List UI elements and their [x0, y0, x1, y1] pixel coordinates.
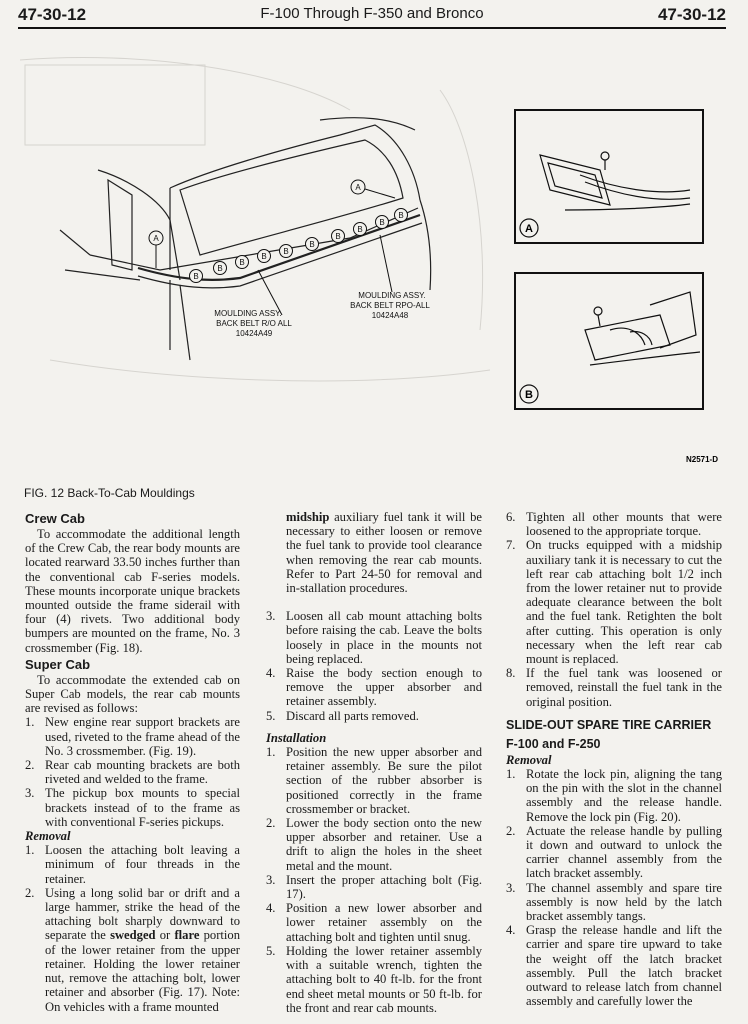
callout-a-right: A — [355, 183, 361, 192]
svg-text:B: B — [239, 258, 245, 267]
list-item: 2. Actuate the release handle by pulling it down and outward to unlock the carrier channel assembly from the latch bracket assembly. — [506, 823, 722, 881]
page-number-left: 47-30-12 — [18, 5, 87, 24]
column-2 — [266, 510, 482, 1015]
svg-text:B: B — [217, 264, 223, 273]
rivet-callout-b — [354, 223, 367, 236]
heading-crew-cab: Crew Cab — [25, 511, 85, 526]
moulding-left-line2: BACK BELT R/O ALL — [216, 319, 292, 328]
moulding-right-line2: BACK BELT RPO-ALL — [350, 301, 430, 310]
page-header — [18, 3, 726, 29]
heading-installation: Installation — [266, 730, 327, 745]
list-item: 1. New engine rear support brackets are used, riveted to the frame ahead of the No. 3 crossmember. (Fig. 19). — [25, 715, 240, 758]
rivet-callout-b — [376, 216, 389, 229]
back-to-cab-moulding-illustration — [20, 30, 728, 470]
moulding-left-line3: 10424A49 — [235, 329, 273, 338]
list-item: 1. Loosen the attaching bolt leaving a minimum of four threads in the retainer. — [25, 843, 240, 886]
continued-note: midship auxiliary fuel tank it will be necessary to either loosen or remove the fuel tank to provide tool clearance when removing the rear cab mounts. Refer to Part 24-50 for removal and in-stallation procedures. — [286, 510, 482, 596]
moulding-left-line1: MOULDING ASSY. — [214, 309, 282, 318]
list-item: 7. On trucks equipped with a midship auxiliary tank it is necessary to cut the left rear cab attaching bolt 1/2 inch from the lower retainer nut to provide adequate clearance between the bolt and the fuel tank. Retighten the bolt after cutting. This operation is only necessary when the left rear cab mount is replaced. — [506, 538, 722, 667]
installation-list-continued — [506, 510, 722, 709]
column-1 — [25, 510, 240, 1014]
list-item: 5. Discard all parts removed. — [266, 708, 419, 723]
list-item: 2. Lower the body section onto the new upper absorber and retainer. Use a drift to align the holes in the sheet metal and the mount. — [266, 816, 482, 873]
svg-text:B: B — [357, 225, 363, 234]
svg-text:B: B — [309, 240, 315, 249]
moulding-right-line1: MOULDING ASSY. — [358, 291, 426, 300]
list-item: 4. Position a new lower absorber and lower retainer assembly on the attaching bolt and tighten until snug. — [266, 901, 482, 944]
rivet-callout-b — [190, 270, 203, 283]
rivet-callout-b — [258, 250, 271, 263]
carrier-removal-list — [506, 767, 722, 1008]
list-item: 3. Loosen all cab mount attaching bolts before raising the cab. Leave the bolts loosely in place in the mounts not being replaced. — [266, 609, 482, 666]
super-cab-list — [25, 715, 240, 829]
rivet-callout-b — [236, 256, 249, 269]
moulding-right-line3: 10424A48 — [371, 311, 409, 320]
figure-caption: FIG. 12 Back-To-Cab Mouldings — [24, 486, 195, 500]
rivet-callout-b — [395, 209, 408, 222]
list-item: 4. Grasp the release handle and lift the carrier and spare tire upward to take the weight off the latch bracket assembly. Pull the latch bracket outward to release latch from channel assembly and carefully lower the — [506, 923, 722, 1009]
super-cab-paragraph: To accommodate the extended cab on Super Cab models, the rear cab mounts are revised as follows: — [25, 672, 240, 716]
removal-list — [25, 843, 240, 1013]
list-item: 3. The channel assembly and spare tire assembly is now held by the latch bracket assembly tangs. — [506, 880, 722, 924]
rivet-callout-b — [280, 245, 293, 258]
rivet-callout-b — [306, 238, 319, 251]
list-item: 4. Raise the body section enough to remove the upper absorber and retainer assembly. — [266, 666, 482, 709]
detail-a-box — [515, 110, 703, 243]
rivet-callout-b — [332, 230, 345, 243]
detail-b-label: B — [525, 389, 533, 401]
list-item: 8. If the fuel tank was loosened or removed, reinstall the fuel tank in the original position. — [506, 666, 722, 709]
crew-cab-paragraph: To accommodate the additional length of the Crew Cab, the rear body mounts are located rearward 33.50 inches further than the conventional cab F-series models. These mounts incorporate unique brackets mounted outside the frame siderail with four (4) rivets. Two additional body bumpers are mounted on the frame, No. 3 crossmember (Fig. 18). — [25, 527, 240, 655]
heading-removal: Removal — [25, 829, 71, 844]
list-item: 2. Rear cab mounting brackets are both riveted and welded to the frame. — [25, 758, 240, 787]
installation-list — [266, 745, 482, 1015]
list-item: 6. Tighten all other mounts that were loosened to the appropriate torque. — [506, 510, 722, 539]
list-item: 3. The pickup box mounts to special brackets instead of to the frame as with conventional F-series pickups. — [25, 786, 240, 829]
svg-text:B: B — [283, 247, 289, 256]
detail-a-label: A — [525, 223, 533, 235]
svg-text:B: B — [261, 252, 267, 261]
heading-slide-out-carrier: SLIDE-OUT SPARE TIRE CARRIER — [506, 717, 712, 732]
rivet-callout-b — [214, 262, 227, 275]
svg-text:B: B — [398, 211, 404, 220]
column-3 — [506, 510, 722, 1009]
detail-b-box — [515, 273, 703, 409]
list-item: 1. Rotate the lock pin, aligning the tang on the pin with the slot in the channel assembly and the release handle. Remove the lock pin (Fig. 20). — [506, 767, 722, 824]
heading-super-cab: Super Cab — [25, 656, 91, 672]
heading-removal-carrier: Removal — [506, 752, 552, 767]
list-item: 2. Using a long solid bar or drift and a large hammer, strike the head of the attaching bolt sharply downward to separate the swedged or flare portion of the lower retainer from the upper retainer. Holding the lower retainer nut, remove the attaching bolt, lower retainer and absorber (Fig. 17). Note: On vehicles with a frame mounted — [25, 885, 241, 1014]
callout-a-left: A — [153, 234, 159, 243]
list-item: 1. Position the new upper absorber and retainer assembly. Be sure the pilot section of the rubber absorber is positioned correctly in the frame crossmember or bracket. — [266, 745, 482, 816]
svg-text:B: B — [335, 232, 341, 241]
svg-text:B: B — [193, 272, 199, 281]
svg-text:B: B — [379, 218, 385, 227]
page-number-right: 47-30-12 — [657, 5, 726, 24]
list-item: 3. Insert the proper attaching bolt (Fig. 17). — [266, 872, 482, 902]
running-title: F-100 Through F-350 and Bronco — [260, 5, 484, 22]
removal-list-continued — [266, 609, 482, 723]
list-item: 5. Holding the lower retainer assembly with a suitable wrench, tighten the attaching bolt to 40 ft-lb. for the front end sheet metal mounts or 50 ft-lb. for the front and rear cab mounts. — [266, 943, 482, 1015]
heading-models: F-100 and F-250 — [506, 736, 601, 751]
figure-ref-code: N2571-D — [685, 455, 718, 464]
